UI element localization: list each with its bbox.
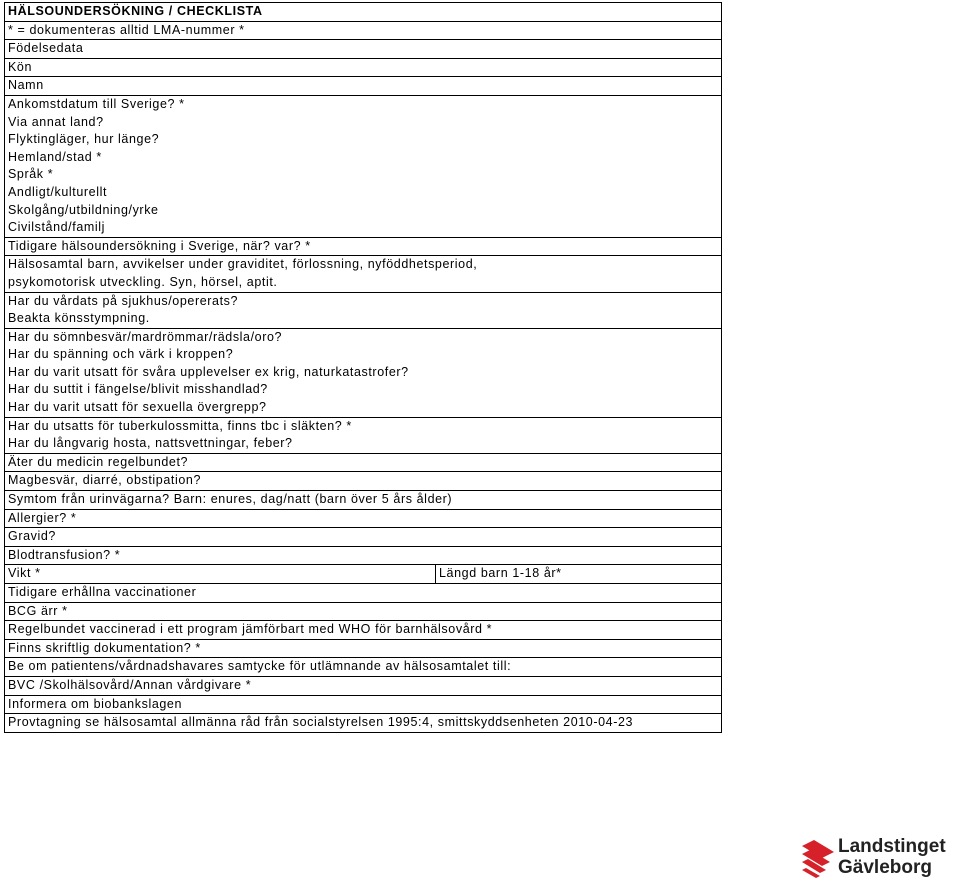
form-row bbox=[5, 417, 722, 435]
form-row-text: Via annat land? bbox=[8, 114, 104, 129]
form-row-text: Kön bbox=[5, 58, 722, 77]
form-row-text: Allergier? * bbox=[5, 509, 722, 528]
form-row-text: Har du varit utsatt för svåra upplevelser ex krig, naturkatastrofer? bbox=[8, 364, 409, 379]
form-row-text: Symtom från urinvägarna? Barn: enures, dag/natt (barn över 5 års ålder) bbox=[5, 491, 722, 510]
form-row-text: Andligt/kulturellt bbox=[8, 184, 108, 199]
form-row-text: Hemland/stad * bbox=[8, 149, 102, 164]
form-row-text: Gravid? bbox=[5, 528, 722, 547]
form-title: HÄLSOUNDERSÖKNING / CHECKLISTA bbox=[5, 3, 722, 22]
form-row bbox=[5, 658, 722, 677]
form-row-text: Informera om biobankslagen bbox=[5, 695, 722, 714]
form-row-text: Regelbundet vaccinerad i ett program jämförbart med WHO för barnhälsovård * bbox=[5, 621, 722, 640]
form-row-text: Be om patientens/vårdnadshavares samtycke för utlämnande av hälsosamtalet till: bbox=[5, 658, 722, 677]
form-row-text: Har du suttit i fängelse/blivit misshandlad? bbox=[8, 382, 268, 397]
weight-length-cell bbox=[5, 565, 722, 584]
form-row bbox=[5, 546, 722, 565]
form-row-text: Beakta könsstympning. bbox=[8, 311, 150, 326]
logo-stripes-icon bbox=[800, 838, 836, 880]
form-row-text: Har du vårdats på sjukhus/opererats? bbox=[5, 292, 722, 310]
weight-length-row bbox=[5, 565, 722, 584]
form-row-text: Namn bbox=[5, 77, 722, 96]
form-row-text: Har du sömnbesvär/mardrömmar/rädsla/oro? bbox=[5, 328, 722, 346]
form-row-text: Tidigare erhållna vaccinationer bbox=[5, 584, 722, 603]
form-row-text: Provtagning se hälsosamtal allmänna råd från socialstyrelsen 1995:4, smittskyddsenheten 2010-04-23 bbox=[5, 714, 722, 733]
landstinget-gavleborg-logo bbox=[800, 836, 960, 884]
form-row bbox=[5, 237, 722, 256]
form-row bbox=[5, 381, 722, 399]
weight-length-split bbox=[5, 565, 721, 583]
form-row bbox=[5, 676, 722, 695]
form-row bbox=[5, 184, 722, 202]
form-row bbox=[5, 491, 722, 510]
form-row bbox=[5, 528, 722, 547]
form-row-text: Språk * bbox=[8, 167, 54, 182]
form-row bbox=[5, 202, 722, 220]
form-row-text: BCG ärr * bbox=[5, 602, 722, 621]
form-row bbox=[5, 621, 722, 640]
form-row-text: Tidigare hälsoundersökning i Sverige, när? var? * bbox=[5, 237, 722, 256]
form-row-text: Har du spänning och värk i kroppen? bbox=[8, 347, 234, 362]
form-row-text: Födelsedata bbox=[5, 40, 722, 59]
form-row bbox=[5, 114, 722, 132]
form-row bbox=[5, 453, 722, 472]
checklist-table bbox=[4, 2, 722, 733]
form-row-text: Finns skriftlig dokumentation? * bbox=[5, 639, 722, 658]
form-row bbox=[5, 695, 722, 714]
form-row-text: Flyktingläger, hur länge? bbox=[8, 132, 160, 147]
form-row bbox=[5, 472, 722, 491]
form-row-text: Hälsosamtal barn, avvikelser under graviditet, förlossning, nyföddhetsperiod, bbox=[5, 256, 722, 274]
form-row bbox=[5, 40, 722, 59]
form-row bbox=[5, 131, 722, 149]
form-row-text: Har du långvarig hosta, nattsvettningar, feber? bbox=[8, 436, 293, 451]
form-row-text: Civilstånd/familj bbox=[8, 220, 106, 235]
form-row bbox=[5, 364, 722, 382]
form-row-text: Ankomstdatum till Sverige? * bbox=[5, 95, 722, 113]
form-row bbox=[5, 602, 722, 621]
form-row bbox=[5, 328, 722, 346]
form-row bbox=[5, 58, 722, 77]
form-row bbox=[5, 77, 722, 96]
form-row-text: BVC /Skolhälsovård/Annan vårdgivare * bbox=[5, 676, 722, 695]
form-row bbox=[5, 149, 722, 167]
form-row-text: Skolgång/utbildning/yrke bbox=[8, 202, 159, 217]
logo-wordmark bbox=[838, 836, 946, 878]
form-row bbox=[5, 310, 722, 328]
logo-line1: Landstinget bbox=[838, 836, 946, 857]
form-row-text: Äter du medicin regelbundet? bbox=[5, 453, 722, 472]
form-row bbox=[5, 584, 722, 603]
form-row bbox=[5, 95, 722, 113]
form-row bbox=[5, 21, 722, 40]
form-row bbox=[5, 292, 722, 310]
form-row bbox=[5, 435, 722, 453]
length-label: Längd barn 1-18 år* bbox=[435, 565, 721, 583]
form-row-text: * = dokumenteras alltid LMA-nummer * bbox=[5, 21, 722, 40]
logo-line2: Gävleborg bbox=[838, 857, 932, 878]
form-row bbox=[5, 639, 722, 658]
form-row bbox=[5, 346, 722, 364]
form-row bbox=[5, 219, 722, 237]
form-row bbox=[5, 714, 722, 733]
form-row bbox=[5, 399, 722, 417]
form-row-text: Blodtransfusion? * bbox=[5, 546, 722, 565]
checklist-sheet bbox=[4, 2, 722, 733]
form-row bbox=[5, 509, 722, 528]
form-title-row bbox=[5, 3, 722, 22]
form-row bbox=[5, 256, 722, 274]
form-row-text: Har du utsatts för tuberkulossmitta, finns tbc i släkten? * bbox=[5, 417, 722, 435]
form-row bbox=[5, 274, 722, 292]
weight-label: Vikt * bbox=[8, 566, 41, 581]
form-row-text: Har du varit utsatt för sexuella övergrepp? bbox=[8, 400, 267, 415]
form-row-text: psykomotorisk utveckling. Syn, hörsel, aptit. bbox=[8, 274, 278, 289]
form-row-text: Magbesvär, diarré, obstipation? bbox=[5, 472, 722, 491]
form-row bbox=[5, 166, 722, 184]
